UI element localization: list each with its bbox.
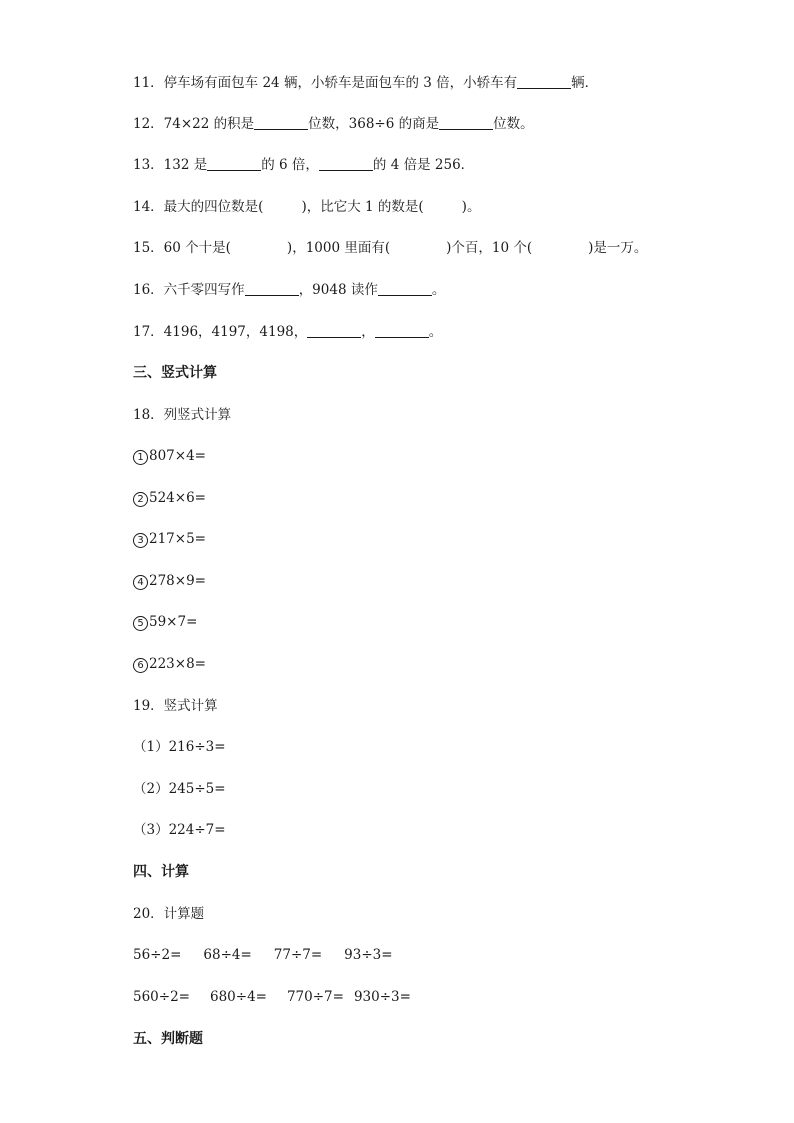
question-13: [133, 155, 474, 175]
answer-blank[interactable]: [439, 115, 493, 130]
expression: 217×5=: [149, 531, 206, 547]
expression: 77÷7=: [273, 947, 323, 963]
answer-blank[interactable]: [207, 156, 261, 171]
question-text: 。: [428, 324, 443, 340]
section-heading-3: 三、竖式计算: [133, 365, 217, 381]
expression: 59×7=: [149, 614, 198, 630]
q18-item-4: [133, 571, 206, 591]
question-text: 。: [431, 282, 446, 298]
question-text: 位数。: [493, 116, 534, 132]
question-12: [133, 114, 534, 134]
expression: 223×8=: [149, 656, 206, 672]
section-heading-5: 五、判断题: [133, 1031, 203, 1047]
question-text: 16．六千零四写作: [133, 282, 245, 298]
expression: 680÷4=: [209, 989, 267, 1005]
expression: 524×6=: [149, 490, 206, 506]
q18-item-6: [133, 654, 206, 674]
circled-number: 1: [133, 450, 148, 465]
question-14: [133, 197, 480, 217]
expression: 68÷4=: [203, 947, 252, 963]
question-text: )，比它大 1 的数是(: [301, 199, 424, 215]
expression: 560÷2=: [133, 989, 190, 1005]
question-text: )个百，10 个(: [446, 240, 533, 256]
q20-row-2: [133, 987, 433, 1007]
answer-blank[interactable]: [254, 115, 308, 130]
question-text: 辆．: [571, 75, 599, 91]
question-16: [133, 280, 445, 300]
q19-item-2: （2）245÷5=: [133, 781, 226, 797]
answer-blank[interactable]: [319, 156, 373, 171]
question-text: 13．132 是: [133, 157, 208, 173]
q19-item-1: （1）216÷3=: [133, 739, 226, 755]
question-text: )。: [461, 199, 481, 215]
question-text: 12．74×22 的积是: [133, 116, 255, 132]
q18-item-3: [133, 529, 206, 549]
circled-number: 3: [133, 533, 148, 548]
question-15: [133, 238, 647, 258]
q19-item-3: （3）224÷7=: [133, 822, 226, 838]
answer-blank[interactable]: [378, 281, 432, 296]
question-text: 位数，368÷6 的商是: [308, 116, 440, 132]
question-text: 的 6 倍，: [261, 157, 319, 173]
answer-blank[interactable]: [375, 323, 429, 338]
circled-number: 5: [133, 616, 148, 631]
question-text: 11．停车场有面包车 24 辆，小轿车是面包车的 3 倍，小轿车有: [133, 75, 518, 91]
q18-item-5: [133, 612, 197, 632]
circled-number: 2: [133, 492, 148, 507]
expression: 930÷3=: [353, 989, 411, 1005]
question-text: 17．4196，4197，4198，: [133, 324, 308, 340]
expression: 807×4=: [149, 448, 206, 464]
circled-number: 4: [133, 575, 148, 590]
question-text: 14．最大的四位数是(: [133, 199, 264, 215]
answer-blank[interactable]: [307, 323, 361, 338]
expression: 770÷7=: [286, 989, 344, 1005]
section-heading-4: 四、计算: [133, 864, 189, 880]
question-text: )，1000 里面有(: [286, 240, 391, 256]
question-text: ，: [361, 324, 375, 340]
q20-row-1: [133, 945, 415, 965]
question-18-title: 18．列竖式计算: [133, 407, 232, 423]
answer-blank[interactable]: [245, 281, 299, 296]
question-11: [133, 73, 598, 93]
expression: 93÷3=: [344, 947, 393, 963]
question-20-title: 20．计算题: [133, 906, 205, 922]
question-text: )是一万。: [588, 240, 648, 256]
q18-item-2: [133, 488, 206, 508]
question-text: 的 4 倍是 256．: [372, 157, 475, 173]
expression: 56÷2=: [133, 947, 182, 963]
question-text: 15．60 个十是(: [133, 240, 231, 256]
q18-item-1: [133, 446, 206, 466]
question-text: ，9048 读作: [298, 282, 378, 298]
circled-number: 6: [133, 658, 148, 673]
expression: 278×9=: [149, 573, 206, 589]
question-17: [133, 322, 442, 342]
answer-blank[interactable]: [517, 74, 571, 89]
question-19-title: 19．竖式计算: [133, 698, 218, 714]
